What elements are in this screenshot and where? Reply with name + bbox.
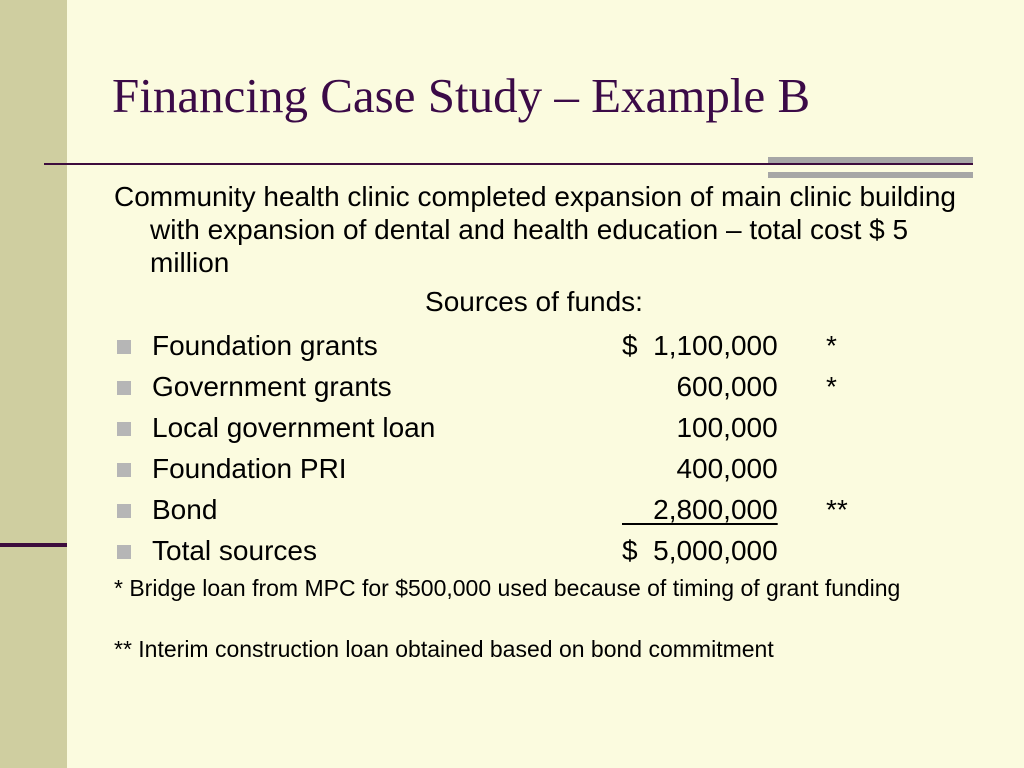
- square-bullet-icon: [117, 463, 131, 477]
- funding-sources-list: [114, 327, 964, 573]
- slide-title: Financing Case Study – Example B: [112, 68, 811, 123]
- footnote-interim-loan: ** Interim construction loan obtained based on bond commitment: [114, 636, 774, 662]
- funding-source-label: Total sources: [152, 535, 317, 566]
- funding-source-label: Government grants: [152, 371, 392, 402]
- funding-source-footnote-mark: *: [826, 371, 837, 402]
- funding-source-row: [114, 491, 964, 532]
- accent-bar-top: [768, 157, 973, 163]
- funding-source-amount: $ 5,000,000: [622, 535, 778, 566]
- funding-source-row: [114, 368, 964, 409]
- sources-heading: Sources of funds:: [425, 286, 643, 317]
- funding-source-footnote-mark: *: [826, 330, 837, 361]
- square-bullet-icon: [117, 504, 131, 518]
- intro-paragraph: Community health clinic completed expansion of main clinic building with expansion of dental and health education – total cost $ 5 million: [114, 181, 956, 278]
- square-bullet-icon: [117, 545, 131, 559]
- funding-source-label: Foundation PRI: [152, 453, 347, 484]
- accent-bar-bottom: [768, 172, 973, 178]
- square-bullet-icon: [117, 340, 131, 354]
- funding-source-row: [114, 409, 964, 450]
- funding-source-label: Bond: [152, 494, 218, 525]
- square-bullet-icon: [117, 422, 131, 436]
- left-band-rule: [0, 543, 67, 547]
- funding-source-amount: $ 1,100,000: [622, 330, 778, 361]
- funding-source-amount: 2,800,000: [622, 494, 778, 525]
- left-decorative-band: [0, 0, 67, 768]
- funding-source-amount: 400,000: [622, 453, 778, 484]
- funding-source-row: [114, 532, 964, 573]
- footnote-bridge-loan: * Bridge loan from MPC for $500,000 used because of timing of grant funding: [114, 575, 901, 601]
- funding-source-row: [114, 327, 964, 368]
- funding-source-footnote-mark: **: [826, 494, 848, 525]
- title-accent-bars: [768, 157, 973, 179]
- funding-source-label: Foundation grants: [152, 330, 378, 361]
- funding-source-amount: 100,000: [622, 412, 778, 443]
- funding-source-label: Local government loan: [152, 412, 436, 443]
- funding-source-amount: 600,000: [622, 371, 778, 402]
- square-bullet-icon: [117, 381, 131, 395]
- funding-source-row: [114, 450, 964, 491]
